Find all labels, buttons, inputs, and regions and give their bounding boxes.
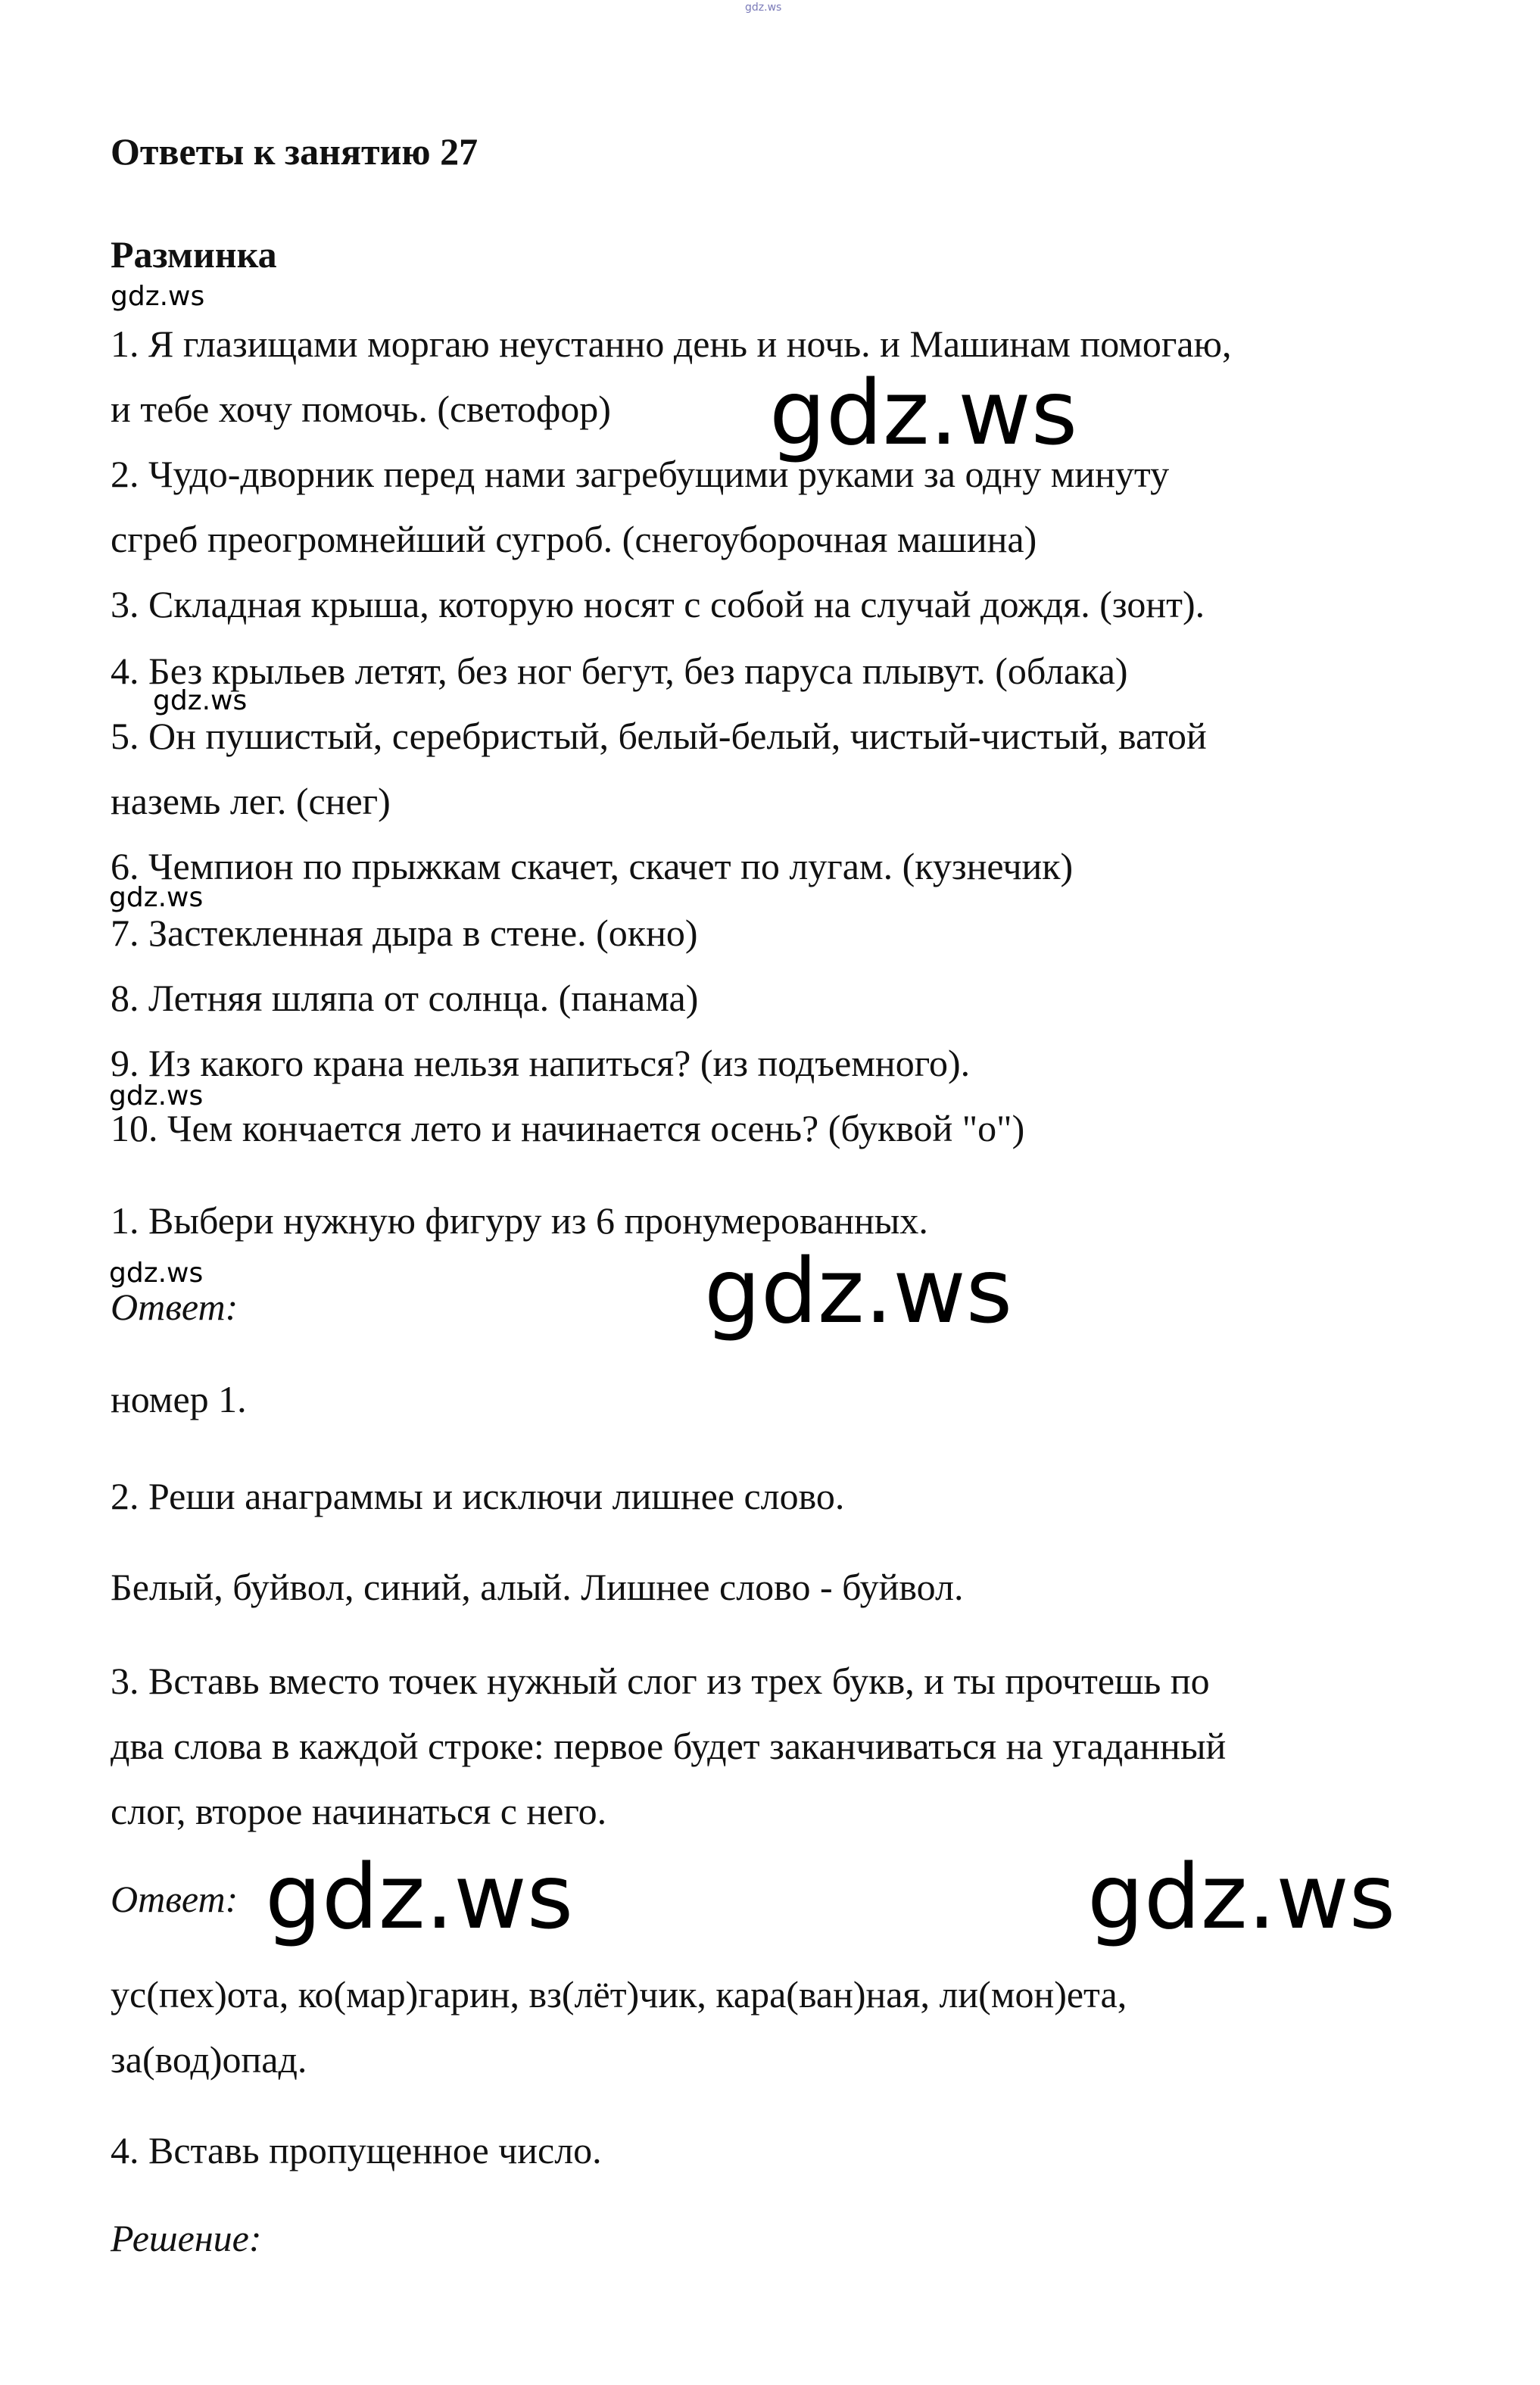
riddle-line: наземь лег. (снег) (111, 780, 391, 822)
task-question: 2. Реши анаграммы и исключи лишнее слово. (111, 1475, 845, 1517)
riddle-line: 1. Я глазищами моргаю неустанно день и ночь. и Машинам помогаю, (111, 323, 1232, 365)
watermark-small: gdz.ws (109, 1258, 204, 1289)
watermark-tiny: gdz.ws (745, 2, 782, 14)
riddle-line: 6. Чемпион по прыжкам скачет, скачет по лугам. (кузнечик) (111, 845, 1074, 887)
task-question-line: 3. Вставь вместо точек нужный слог из трех букв, и ты прочтешь по (111, 1660, 1210, 1702)
riddle-line: 2. Чудо-дворник перед нами загребущими руками за одну минуту (111, 453, 1170, 495)
watermark-large: gdz.ws (265, 1844, 574, 1949)
watermark-small: gdz.ws (111, 281, 205, 312)
riddle-line: 9. Из какого крана нельзя напиться? (из подъемного). (111, 1042, 971, 1084)
section-title: Разминка (111, 233, 277, 276)
riddle-line: 3. Складная крыша, которую носят с собой на случай дождя. (зонт). (111, 583, 1205, 625)
answer-text: Белый, буйвол, синий, алый. Лишнее слово - буйвол. (111, 1566, 964, 1608)
riddle-line: и тебе хочу помочь. (светофор) (111, 388, 611, 430)
watermark-large: gdz.ws (704, 1239, 1013, 1343)
answer-label: Ответ: (111, 1286, 238, 1328)
task-question-line: слог, второе начинаться с него. (111, 1790, 607, 1832)
solution-label: Решение: (111, 2217, 262, 2259)
answer-label: Ответ: (111, 1878, 238, 1920)
watermark-large: gdz.ws (769, 360, 1078, 465)
task-question: 1. Выбери нужную фигуру из 6 пронумерованных. (111, 1199, 928, 1242)
task-question: 4. Вставь пропущенное число. (111, 2129, 602, 2171)
watermark-small: gdz.ws (153, 685, 248, 716)
answer-text: номер 1. (111, 1378, 247, 1420)
watermark-large: gdz.ws (1087, 1844, 1396, 1949)
answer-line: ус(пех)ота, ко(мар)гарин, вз(лёт)чик, кара(ван)ная, ли(мон)ета, (111, 1973, 1127, 2016)
page-title: Ответы к занятию 27 (111, 130, 479, 173)
watermark-small: gdz.ws (109, 1080, 204, 1111)
riddle-line: 10. Чем кончается лето и начинается осень? (буквой "о") (111, 1107, 1025, 1149)
riddle-line: 8. Летняя шляпа от солнца. (панама) (111, 977, 699, 1019)
task-question-line: два слова в каждой строке: первое будет заканчиваться на угаданный (111, 1725, 1227, 1767)
riddle-line: 5. Он пушистый, серебристый, белый-белый, чистый-чистый, ватой (111, 715, 1207, 757)
answer-line: за(вод)опад. (111, 2038, 307, 2081)
riddle-line: 4. Без крыльев летят, без ног бегут, без паруса плывут. (облака) (111, 650, 1128, 692)
riddle-line: 7. Застекленная дыра в стене. (окно) (111, 912, 698, 954)
watermark-small: gdz.ws (109, 882, 204, 913)
riddle-line: сгреб преогромнейший сугроб. (снегоуборочная машина) (111, 518, 1037, 560)
